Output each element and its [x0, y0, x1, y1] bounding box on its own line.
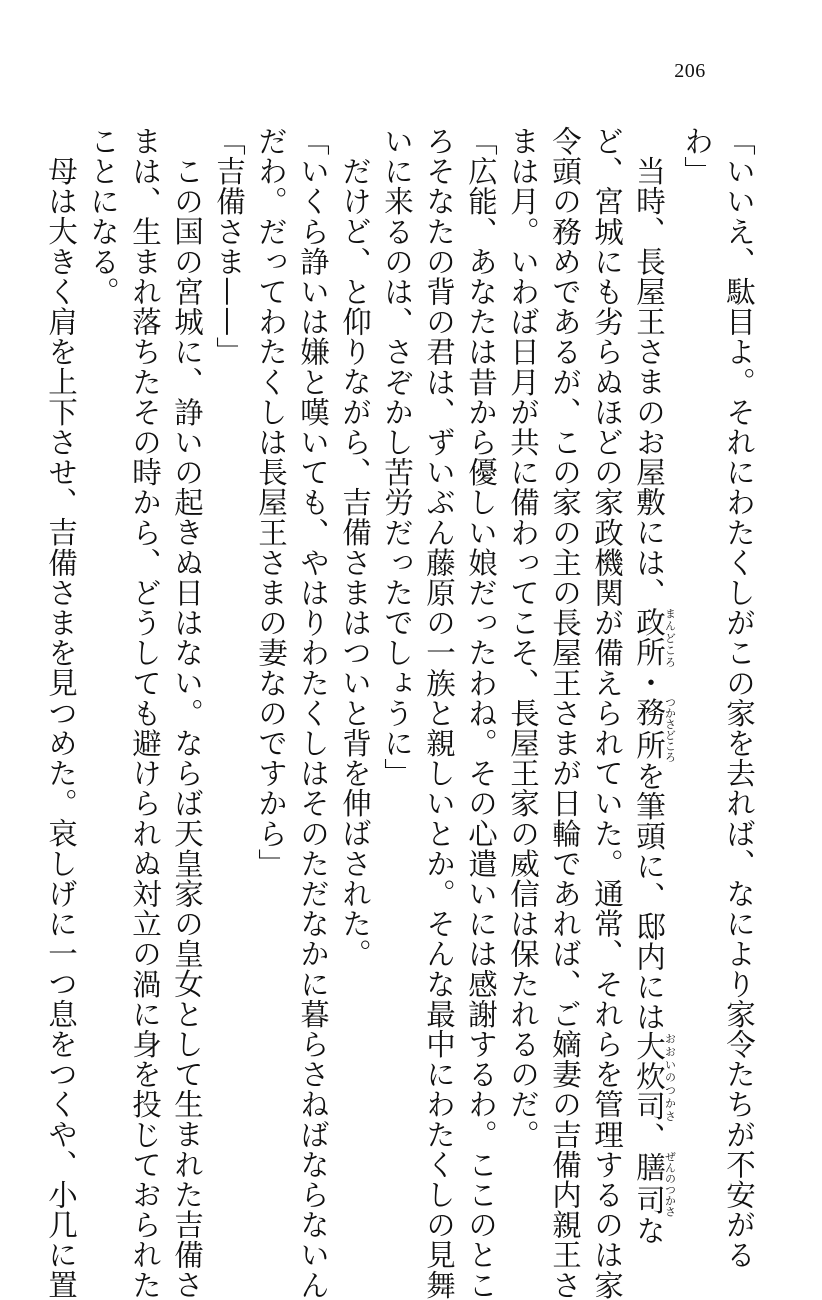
- text-line: ど、宮城にも劣らぬほどの家政機関が備えられていた。通常、それらを管理するのは家: [590, 126, 624, 1300]
- text-line: わ」: [680, 126, 714, 187]
- ruby-annotation: 膳司ぜんのつかさ: [632, 1150, 677, 1217]
- text-line: まは月。いわば日月が共に備わってこそ、長屋王家の威信は保たれるのだ。: [506, 126, 540, 1150]
- text-line: いに来るのは、さぞかし苦労だったでしょうに」: [380, 126, 414, 789]
- text-line: 令頭の務めであるが、この家の主の長屋王さまが日輪であれば、ご嫡妻の吉備内親王さ: [548, 126, 582, 1300]
- ruby-reading: つかさどころ: [663, 695, 677, 762]
- page-number: 206: [674, 60, 706, 82]
- ruby-annotation: 大炊司おおいのつかさ: [632, 1031, 677, 1122]
- text-line: この国の宮城に、諍いの起きぬ日はない。ならば天皇家の皇女として生まれた吉備さ: [170, 155, 204, 1300]
- text-line: 「広能、あなたは昔から優しい娘だったわね。その心遣いには感謝するわ。ここのとこ: [464, 126, 498, 1300]
- text-line: まは、生まれ落ちたその時から、どうしても避けられぬ対立の渦に身を投じておられた: [128, 126, 162, 1300]
- text-line: 当時、長屋王さまのお屋敷には、政所まんどころ・務所つかさどころを筆頭に、邸内には大炊司おおいのつかさ、膳司ぜんのつかさな: [632, 155, 677, 1245]
- text-line: 「吉備さま——」: [212, 126, 246, 367]
- text-line: 母は大きく肩を上下させ、吉備さまを見つめた。哀しげに一つ息をつくや、小几に置: [44, 155, 78, 1300]
- ruby-annotation: 務所つかさどころ: [632, 695, 677, 762]
- body-text: [40, 126, 760, 1300]
- ruby-reading: ぜんのつかさ: [663, 1150, 677, 1217]
- ruby-reading: おおいのつかさ: [663, 1031, 677, 1122]
- text-line: 「いいえ、駄目よ。それにわたくしがこの家を去れば、なにより家令たちが不安がる: [722, 126, 756, 1270]
- ruby-reading: まんどころ: [663, 607, 677, 668]
- text-line: ことになる。: [86, 126, 120, 307]
- text-line: だけど、と仰りながら、吉備さまはついと背を伸ばされた。: [338, 155, 372, 969]
- text-line: だわ。だってわたくしは長屋王さまの妻なのですから」: [254, 126, 288, 879]
- text-line: 「いくら諍いは嫌と嘆いても、やはりわたくしはそのただなかに暮らさねばならないん: [296, 126, 330, 1300]
- ruby-annotation: 政所まんどころ: [632, 607, 677, 668]
- text-line: ろそなたの背の君は、ずいぶん藤原の一族と親しいとか。そんな最中にわたくしの見舞: [422, 126, 456, 1300]
